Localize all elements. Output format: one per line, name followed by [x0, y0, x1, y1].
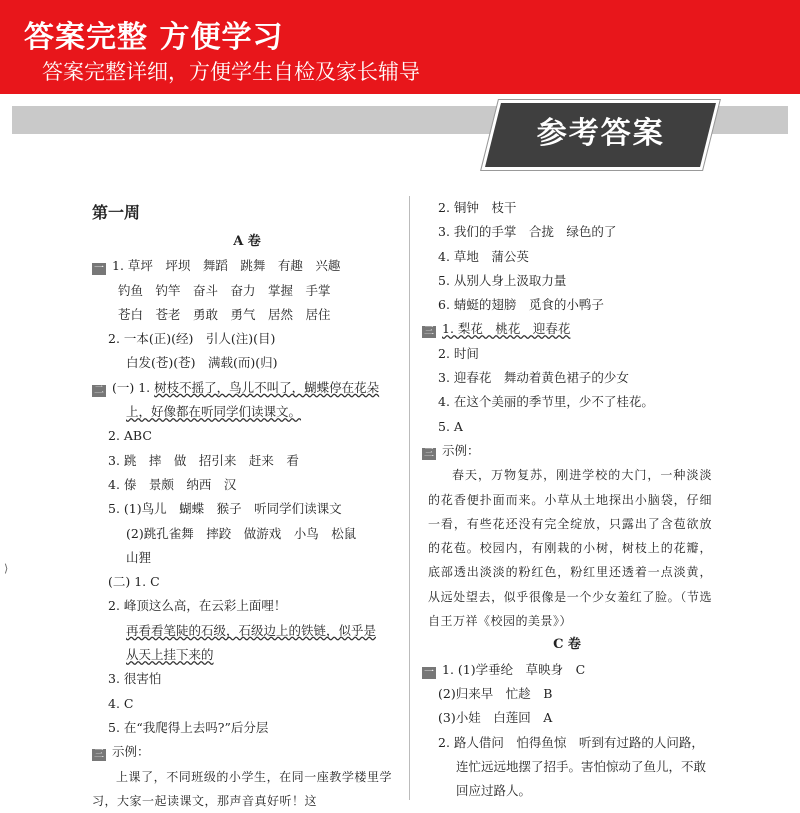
- answer-text: 4. 傣 景颇 纳西 汉: [108, 476, 237, 492]
- answer-line: [422, 317, 712, 341]
- answer-line: [422, 293, 712, 317]
- answer-text: 2. 铜钟 枝干: [438, 200, 517, 215]
- answer-text: 4. C: [108, 695, 134, 711]
- margin-mark: ⟩: [4, 562, 9, 575]
- answer-line: [92, 570, 402, 594]
- answer-line: [422, 196, 712, 220]
- answer-line: [422, 220, 712, 244]
- answer-text: 苍白 苍老 勇敢 勇气 居然 居住: [118, 306, 331, 322]
- answer-text: 5. (1)鸟儿 蝴蝶 猴子 听同学们读课文: [108, 501, 342, 517]
- question-number-badge: 一: [424, 666, 434, 678]
- answer-text: 4. 在这个美丽的季节里，少不了桂花。: [438, 394, 654, 410]
- answer-line: [422, 390, 712, 414]
- section-a-title: A 卷: [233, 234, 261, 249]
- banner-subtitle: 答案完整详细，方便学生自检及家长辅导: [42, 60, 420, 84]
- answer-text: 3. 迎春花 舞动着黄色裙子的少女: [438, 370, 629, 386]
- answer-line: [92, 667, 402, 691]
- answer-line: [92, 522, 402, 546]
- answer-text: 3. 我们的手掌 合拢 绿色的了: [438, 224, 617, 240]
- underlined-answer: 1. 梨花 桃花 迎春花: [442, 321, 571, 337]
- answer-line: [92, 497, 402, 521]
- question-number-badge: 三: [424, 326, 434, 338]
- answer-text: 2. ABC: [108, 428, 152, 444]
- answer-line: [92, 692, 402, 716]
- answer-line: [92, 546, 402, 570]
- underlined-answer: 从天上挂下来的: [126, 647, 214, 663]
- question-number-badge: 三: [94, 749, 104, 761]
- answer-text: 示例：: [442, 442, 480, 458]
- header-banner: [0, 0, 800, 94]
- answer-line: [92, 400, 402, 424]
- answer-text: 连忙远远地摆了招手。害怕惊动了鱼儿，不敢: [456, 758, 707, 774]
- answer-text: 钓鱼 钓竿 奋斗 奋力 掌握 手掌: [118, 282, 331, 298]
- underlined-answer: 上，好像都在听同学们读课文。: [126, 404, 302, 420]
- essay-paragraph: 上课了，不同班级的小学生，在同一座教学楼里学习，大家一起读课文，那声音真好听！这: [92, 769, 392, 808]
- banner-title: 答案完整 方便学习: [24, 20, 284, 55]
- answer-line: [422, 658, 712, 682]
- answer-text: 2. 一本(正)(经) 引人(注)(目): [108, 331, 276, 347]
- answer-text: (2)跳孔雀舞 摔跤 做游戏 小鸟 松鼠: [126, 525, 357, 541]
- left-column: [92, 196, 402, 813]
- answer-line: [92, 594, 402, 618]
- section-c-title: C 卷: [553, 637, 581, 653]
- answer-line: [422, 731, 712, 755]
- answer-text: (一) 1.: [112, 379, 155, 395]
- answer-line: [92, 473, 402, 497]
- answer-line: [422, 342, 712, 366]
- answer-line: [92, 376, 402, 400]
- answer-text: 3. 很害怕: [108, 671, 162, 687]
- week-title: 第一周: [92, 203, 141, 222]
- answer-line: [92, 303, 402, 327]
- question-number-badge: 一: [94, 263, 104, 275]
- answer-line: [92, 424, 402, 448]
- essay-paragraph: 春天，万物复苏，刚进学校的大门，一种淡淡的花香便扑面而来。小草从土地探出小脑袋，仔细一看，有些花还没有完全绽放，只露出了含苞欲放的花苞。校园内，有刚栽的小树，树枝上的花瓣，底部透出淡淡的粉红色，粉红里还透着一点淡黄，从远处望去，似乎很像是一个少女羞红了脸。（节选自王万祥《校园的美景》）: [428, 468, 712, 629]
- column-divider: [409, 196, 410, 800]
- answer-text: 山狸: [126, 549, 152, 565]
- answer-line: [92, 643, 402, 667]
- answer-line: [422, 366, 712, 390]
- answer-line: [422, 245, 712, 269]
- underlined-answer: 再看看笔陡的石级，石级边上的铁链，似乎是: [126, 622, 377, 638]
- answer-text: (2)归来早 忙趁 B: [438, 685, 553, 701]
- answer-text: 2. 路人借问 怕得鱼惊 听到有过路的人问路，: [438, 734, 704, 750]
- question-number-badge: 三: [424, 447, 434, 459]
- answer-text: 5. 从别人身上汲取力量: [438, 272, 567, 288]
- question-number-badge: 二: [94, 384, 104, 396]
- answer-text: 3. 跳 摔 做 招引来 赶来 看: [108, 452, 299, 468]
- answer-text: 回应过路人。: [456, 783, 532, 799]
- answer-text: (二) 1. C: [108, 574, 160, 590]
- answer-tag: [481, 100, 719, 170]
- answer-line: [92, 740, 402, 764]
- answer-text: 5. 在“我爬得上去吗?”后分层: [108, 719, 269, 735]
- answer-line: [92, 254, 402, 278]
- answer-line: [422, 439, 712, 463]
- answer-line: [422, 755, 712, 779]
- answer-text: 5. A: [438, 418, 463, 434]
- answer-text: 6. 蜻蜓的翅膀 觅食的小鸭子: [438, 297, 604, 313]
- answer-text: 1. 草坪 坪坝 舞蹈 跳舞 有趣 兴趣: [112, 258, 341, 274]
- answer-text: 白发(苍)(苍) 满载(而)(归): [126, 355, 278, 371]
- answer-line: [422, 706, 712, 730]
- answer-line: [92, 327, 402, 351]
- answer-line: [422, 269, 712, 293]
- answer-line: [92, 716, 402, 740]
- answer-text: 示例：: [112, 744, 150, 760]
- underlined-answer: 树枝不摇了，鸟儿不叫了，蝴蝶停在花朵: [154, 379, 380, 395]
- right-column: [422, 196, 712, 803]
- answer-line: [422, 682, 712, 706]
- answer-line: [422, 415, 712, 439]
- answer-text: 2. 峰顶这么高，在云彩上面哩！: [108, 598, 287, 614]
- answer-text: 2. 时间: [438, 345, 479, 361]
- answer-text: 1. (1)学垂纶 草映身 C: [442, 661, 586, 677]
- answer-line: [92, 351, 402, 375]
- answer-line: [92, 279, 402, 303]
- answer-line: [92, 619, 402, 643]
- answer-tag-label: 参考答案: [536, 116, 665, 151]
- answer-line: [92, 449, 402, 473]
- answer-text: (3)小娃 白莲回 A: [438, 710, 553, 726]
- answer-text: 4. 草地 蒲公英: [438, 248, 529, 264]
